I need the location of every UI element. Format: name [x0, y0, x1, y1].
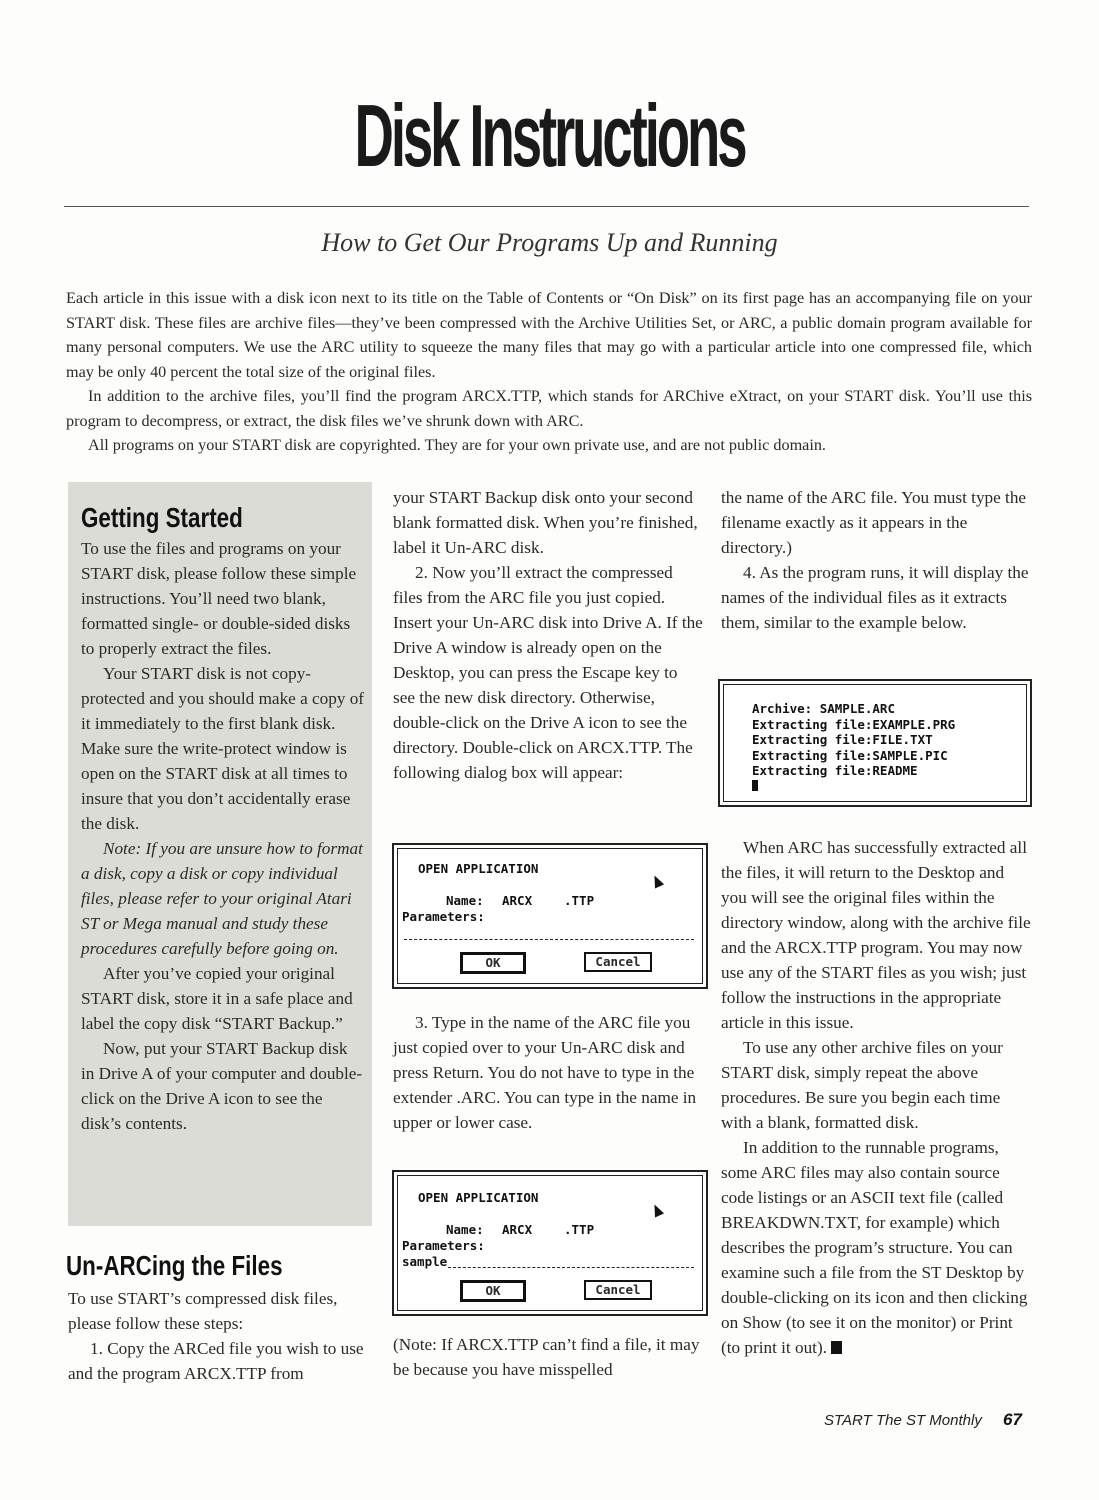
name-label: Name:	[446, 1222, 484, 1237]
col2-paragraph-1: your START Backup disk onto your second blank formatted disk. When you’re finished, label it Un-ARC disk.	[393, 488, 698, 557]
sidebar-note: Note: If you are unsure how to format a disk, copy a disk or copy individual files, please refer to your original Atari ST or Mega manual and study these procedures carefully before going on.	[81, 839, 363, 958]
sidebar-paragraph-5: Now, put your START Backup disk in Drive A of your computer and double-click on the Drive A icon to see the disk’s contents.	[81, 1039, 363, 1133]
dialog-title: OPEN APPLICATION	[418, 861, 539, 876]
parameters-input[interactable]: sample	[402, 1254, 448, 1269]
col3-paragraph-5: In addition to the runnable programs, some ARC files may also contain source code listings or an ASCII text file (called BREAKDWN.TXT, for example) which describes the program’s structure. You can examine such a file from the ST Desktop by double-clicking on its icon and then clicking on Show (to see it on the monitor) or Print (to print it out).	[721, 1138, 1028, 1357]
unarc-heading: Un-ARCing the Files	[66, 1250, 283, 1281]
extraction-output-screen	[718, 679, 1032, 807]
output-line: Extracting file:FILE.TXT	[752, 732, 933, 747]
sidebar-paragraph-4: After you’ve copied your original START disk, store it in a safe place and label the copy disk “START Backup.”	[81, 964, 353, 1033]
magazine-name: START The ST Monthly	[824, 1412, 982, 1429]
col3-paragraph-4: To use any other archive files on your START disk, simply repeat the above procedures. Be sure you begin each time with a blank, formatted disk.	[721, 1038, 1003, 1132]
dialog-title: OPEN APPLICATION	[418, 1190, 539, 1205]
output-line: Extracting file:README	[752, 763, 918, 778]
input-underline	[448, 1267, 694, 1268]
unarc-paragraph-2: 1. Copy the ARCed file you wish to use and the program ARCX.TTP from	[68, 1339, 364, 1383]
column-3-top	[721, 485, 1031, 635]
open-application-dialog-2	[392, 1170, 708, 1316]
page-title: Disk Instructions	[354, 86, 745, 185]
name-value: ARCX	[502, 1222, 533, 1237]
sidebar-heading: Getting Started	[81, 502, 243, 533]
sidebar-paragraph-1: To use the files and programs on your START disk, please follow these simple instructions. You’ll need two blank, formatted single- or double-sided disks to properly extract the files.	[81, 539, 357, 658]
column-2-bottom	[393, 1332, 703, 1382]
col3-paragraph-3: When ARC has successfully extracted all the files, it will return to the Desktop and you will see the original files within the directory window, along with the archive file and the ARCX.TTP program. You may now use any of the START files as you wish; just follow the instructions in the appropriate article in this issue.	[721, 838, 1031, 1032]
col2-paragraph-4: (Note: If ARCX.TTP can’t find a file, it may be because you have misspelled	[393, 1335, 700, 1379]
end-mark-icon	[831, 1341, 842, 1354]
unarc-paragraph-1: To use START’s compressed disk files, please follow these steps:	[68, 1289, 338, 1333]
output-line: Archive: SAMPLE.ARC	[752, 701, 895, 716]
col2-paragraph-2: 2. Now you’ll extract the compressed files from the ARC file you just copied. Insert your Un-ARC disk into Drive A. If the Drive A window is already open on the Desktop, you can press the Escape key to see the new disk directory. Otherwise, double-click on the Drive A icon to see the directory. Double-click on ARCX.TTP. The following dialog box will appear:	[393, 563, 703, 782]
name-label: Name:	[446, 893, 484, 908]
intro-paragraph-2: In addition to the archive files, you’ll find the program ARCX.TTP, which stands for ARChive eXtract, on your START disk. You’ll use this program to decompress, or extract, the disk files we’ve shrunk down with ARC.	[66, 387, 1032, 430]
title-divider	[64, 206, 1029, 207]
extension-label: .TTP	[564, 893, 595, 908]
page-subtitle: How to Get Our Programs Up and Running	[321, 228, 778, 257]
output-line: Extracting file:EXAMPLE.PRG	[752, 716, 956, 732]
col3-paragraph-2: 4. As the program runs, it will display the names of the individual files as it extracts them, similar to the example below.	[721, 563, 1029, 632]
open-application-dialog-1	[392, 843, 708, 989]
name-value: ARCX	[502, 893, 533, 908]
column-2-middle	[393, 1010, 703, 1135]
sidebar-paragraph-2: Your START disk is not copy-protected and you should make a copy of it immediately to the first blank disk. Make sure the write-protect window is open on the START disk at all times to insure that you don’t accidentally erase the disk.	[81, 664, 365, 833]
col2-paragraph-3: 3. Type in the name of the ARC file you just copied over to your Un-ARC disk and press Return. You do not have to type in the extender .ARC. You can type in the name in upper or lower case.	[393, 1013, 697, 1132]
output-line: Extracting file:SAMPLE.PIC	[752, 747, 948, 763]
getting-started-sidebar	[68, 482, 372, 1226]
column-2-top	[393, 485, 703, 785]
intro-paragraph-1: Each article in this issue with a disk icon next to its title on the Table of Contents or “On Disk” on its first page has an accompanying file on your START disk. These files are archive files—they’ve been compressed with the Archive Utilities Set, or ARC, a public domain program available for many personal computers. We use the ARC utility to squeeze the many files that may go with a particular article into one compressed file, which may be only 40 percent the total size of the original files.	[66, 289, 1032, 381]
parameters-label: Parameters:	[402, 1238, 485, 1253]
page-number: 67	[1003, 1410, 1022, 1429]
col3-paragraph-1: the name of the ARC file. You must type the filename exactly as it appears in the directory.)	[721, 488, 1027, 557]
column-3-bottom	[721, 835, 1033, 1360]
unarc-section	[68, 1286, 368, 1386]
input-underline	[404, 939, 694, 940]
parameters-label: Parameters:	[402, 909, 485, 924]
extension-label: .TTP	[564, 1222, 595, 1237]
cancel-button[interactable]: Cancel	[584, 952, 652, 972]
intro-paragraph-3: All programs on your START disk are copyrighted. They are for your own private use, and are not public domain.	[88, 436, 826, 454]
ok-button[interactable]: OK	[460, 1280, 526, 1302]
text-cursor-icon	[752, 780, 758, 791]
cancel-button[interactable]: Cancel	[584, 1280, 652, 1300]
intro-section	[66, 286, 1032, 458]
ok-button[interactable]: OK	[460, 952, 526, 974]
